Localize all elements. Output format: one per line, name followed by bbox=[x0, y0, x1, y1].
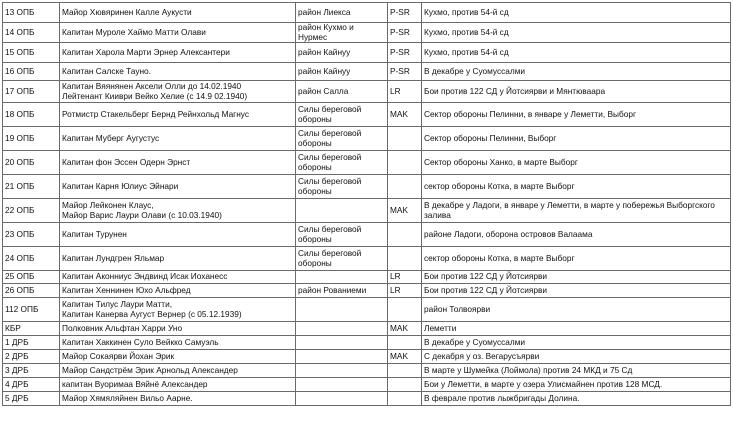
cell-commander: Капитан Турунен bbox=[60, 223, 296, 247]
cell-notes: Кухмо, против 54-й сд bbox=[422, 3, 731, 23]
cell-commander: Майор Сокаярви Йохан Эрик bbox=[60, 350, 296, 364]
cell-unit: 4 ДРБ bbox=[3, 378, 60, 392]
cell-type: MAK bbox=[388, 322, 422, 336]
cell-commander: Капитан фон Эссен Одерн Эрнст bbox=[60, 151, 296, 175]
cell-unit: 13 ОПБ bbox=[3, 3, 60, 23]
cell-type bbox=[388, 223, 422, 247]
cell-unit: 22 ОПБ bbox=[3, 199, 60, 223]
cell-notes: район Толвоярви bbox=[422, 298, 731, 322]
cell-unit: 21 ОПБ bbox=[3, 175, 60, 199]
table-row bbox=[3, 336, 731, 350]
cell-region bbox=[296, 199, 388, 223]
cell-commander: Капитан Харола Марти Эрнер Алексантери bbox=[60, 43, 296, 63]
cell-unit: 5 ДРБ bbox=[3, 392, 60, 406]
cell-notes: С декабря у оз. Вегарусъярви bbox=[422, 350, 731, 364]
cell-notes: Сектор обороны Ханко, в марте Выборг bbox=[422, 151, 731, 175]
cell-type: P-SR bbox=[388, 63, 422, 81]
table-row bbox=[3, 364, 731, 378]
cell-notes: В декабре у Суомуссалми bbox=[422, 336, 731, 350]
cell-type: LR bbox=[388, 271, 422, 284]
table-row bbox=[3, 322, 731, 336]
table-row bbox=[3, 223, 731, 247]
cell-notes: Бои против 122 СД у Йотсиярви bbox=[422, 271, 731, 284]
table-row bbox=[3, 63, 731, 81]
table-row bbox=[3, 378, 731, 392]
cell-notes: Кухмо, против 54-й сд bbox=[422, 23, 731, 43]
cell-type bbox=[388, 298, 422, 322]
cell-type bbox=[388, 378, 422, 392]
cell-commander: Капитан Лундгрен Яльмар bbox=[60, 247, 296, 271]
cell-notes: Бои против 122 СД у Йотсиярви и Мянтюваара bbox=[422, 81, 731, 103]
cell-commander: Майор Хямяляйнен Вильо Аарне. bbox=[60, 392, 296, 406]
cell-notes: сектор обороны Котка, в марте Выборг bbox=[422, 175, 731, 199]
battalion-table bbox=[2, 2, 731, 406]
table-body bbox=[3, 3, 731, 406]
cell-unit: 20 ОПБ bbox=[3, 151, 60, 175]
cell-region bbox=[296, 298, 388, 322]
cell-region: район Кухмо и Нурмес bbox=[296, 23, 388, 43]
cell-type bbox=[388, 364, 422, 378]
cell-notes: Бои против 122 СД у Йотсиярви bbox=[422, 284, 731, 298]
cell-type: P-SR bbox=[388, 23, 422, 43]
cell-notes: В декабре у Ладоги, в январе у Леметти, в марте у побережья Выборгского залива bbox=[422, 199, 731, 223]
cell-notes: В марте у Шумейка (Лоймола) против 24 МКД и 75 Сд bbox=[422, 364, 731, 378]
table-row bbox=[3, 127, 731, 151]
cell-commander: Капитан Аконниус Эндвинд Исак Иоханесс bbox=[60, 271, 296, 284]
table-row bbox=[3, 392, 731, 406]
cell-type: LR bbox=[388, 81, 422, 103]
cell-notes: Леметти bbox=[422, 322, 731, 336]
cell-commander: Капитан Салске Тауно. bbox=[60, 63, 296, 81]
cell-commander: Ротмистр Стакельберг Бернд Рейнхольд Магнус bbox=[60, 103, 296, 127]
table-row bbox=[3, 81, 731, 103]
cell-notes: Сектор обороны Пелинни, Выборг bbox=[422, 127, 731, 151]
cell-commander: Капитан Хаккинен Суло Вейкко Самуэль bbox=[60, 336, 296, 350]
cell-region bbox=[296, 378, 388, 392]
cell-unit: 26 ОПБ bbox=[3, 284, 60, 298]
cell-notes: Кухмо, против 54-й сд bbox=[422, 43, 731, 63]
cell-notes: Сектор обороны Пелинни, в январе у Леметти, Выборг bbox=[422, 103, 731, 127]
cell-region bbox=[296, 336, 388, 350]
cell-region bbox=[296, 392, 388, 406]
cell-unit: КБР bbox=[3, 322, 60, 336]
cell-region bbox=[296, 364, 388, 378]
cell-region: район Кайнуу bbox=[296, 43, 388, 63]
table-row bbox=[3, 284, 731, 298]
cell-commander: капитан Вуоримаа Вяйнё Александер bbox=[60, 378, 296, 392]
cell-type bbox=[388, 392, 422, 406]
cell-unit: 18 ОПБ bbox=[3, 103, 60, 127]
cell-notes: сектор обороны Котка, в марте Выборг bbox=[422, 247, 731, 271]
cell-commander: Капитан Хеннинен Юхо Альфред bbox=[60, 284, 296, 298]
cell-region bbox=[296, 350, 388, 364]
cell-commander: Капитан Муроле Хаймо Матти Олави bbox=[60, 23, 296, 43]
cell-region bbox=[296, 322, 388, 336]
cell-unit: 14 ОПБ bbox=[3, 23, 60, 43]
cell-unit: 23 ОПБ bbox=[3, 223, 60, 247]
cell-unit: 2 ДРБ bbox=[3, 350, 60, 364]
cell-region: Силы береговой обороны bbox=[296, 127, 388, 151]
cell-commander: Майор Сандстрём Эрик Арнольд Александер bbox=[60, 364, 296, 378]
cell-notes: В феврале против лыжбригады Долина. bbox=[422, 392, 731, 406]
cell-type: MAK bbox=[388, 103, 422, 127]
cell-type bbox=[388, 336, 422, 350]
cell-commander: Капитан Тилус Лаури Матти, Капитан Канерва Аугуст Вернер (с 05.12.1939) bbox=[60, 298, 296, 322]
table-row bbox=[3, 175, 731, 199]
cell-notes: районе Ладоги, оборона островов Валаама bbox=[422, 223, 731, 247]
cell-commander: Полковник Альфтан Харри Уно bbox=[60, 322, 296, 336]
cell-commander: Капитан Вяянянен Аксели Олли до 14.02.1940 Лейтенант Кииври Вейко Хелие (с 14.9 02.1940) bbox=[60, 81, 296, 103]
table-row bbox=[3, 247, 731, 271]
cell-unit: 1 ДРБ bbox=[3, 336, 60, 350]
cell-type: LR bbox=[388, 284, 422, 298]
table-row bbox=[3, 23, 731, 43]
cell-region: район Рованиеми bbox=[296, 284, 388, 298]
table-row bbox=[3, 43, 731, 63]
table-row bbox=[3, 199, 731, 223]
cell-unit: 19 ОПБ bbox=[3, 127, 60, 151]
cell-type: MAK bbox=[388, 199, 422, 223]
cell-notes: В декабре у Суомуссалми bbox=[422, 63, 731, 81]
cell-type: MAK bbox=[388, 350, 422, 364]
cell-region bbox=[296, 271, 388, 284]
cell-commander: Капитан Карня Юлиус Эйнари bbox=[60, 175, 296, 199]
table-row bbox=[3, 350, 731, 364]
cell-unit: 17 ОПБ bbox=[3, 81, 60, 103]
cell-unit: 3 ДРБ bbox=[3, 364, 60, 378]
cell-type: P-SR bbox=[388, 43, 422, 63]
cell-region: Силы береговой обороны bbox=[296, 175, 388, 199]
table-row bbox=[3, 151, 731, 175]
cell-type bbox=[388, 151, 422, 175]
table-row bbox=[3, 298, 731, 322]
cell-commander: Майор Лейконен Клаус, Майор Варис Лаури Олави (с 10.03.1940) bbox=[60, 199, 296, 223]
table-row bbox=[3, 103, 731, 127]
table-row bbox=[3, 3, 731, 23]
cell-type bbox=[388, 175, 422, 199]
cell-commander: Майор Хювяринен Калле Аукусти bbox=[60, 3, 296, 23]
cell-region: Силы береговой обороны bbox=[296, 247, 388, 271]
cell-type bbox=[388, 127, 422, 151]
cell-unit: 25 ОПБ bbox=[3, 271, 60, 284]
cell-unit: 112 ОПБ bbox=[3, 298, 60, 322]
cell-unit: 15 ОПБ bbox=[3, 43, 60, 63]
cell-region: район Салла bbox=[296, 81, 388, 103]
cell-unit: 16 ОПБ bbox=[3, 63, 60, 81]
cell-region: Силы береговой обороны bbox=[296, 223, 388, 247]
cell-notes: Бои у Леметти, в марте у озера Улисмайнен против 128 МСД. bbox=[422, 378, 731, 392]
cell-region: район Лиекса bbox=[296, 3, 388, 23]
table-row bbox=[3, 271, 731, 284]
cell-unit: 24 ОПБ bbox=[3, 247, 60, 271]
cell-region: Силы береговой обороны bbox=[296, 103, 388, 127]
cell-type: P-SR bbox=[388, 3, 422, 23]
cell-region: Силы береговой обороны bbox=[296, 151, 388, 175]
cell-type bbox=[388, 247, 422, 271]
cell-commander: Капитан Муберг Аугустус bbox=[60, 127, 296, 151]
cell-region: район Кайнуу bbox=[296, 63, 388, 81]
